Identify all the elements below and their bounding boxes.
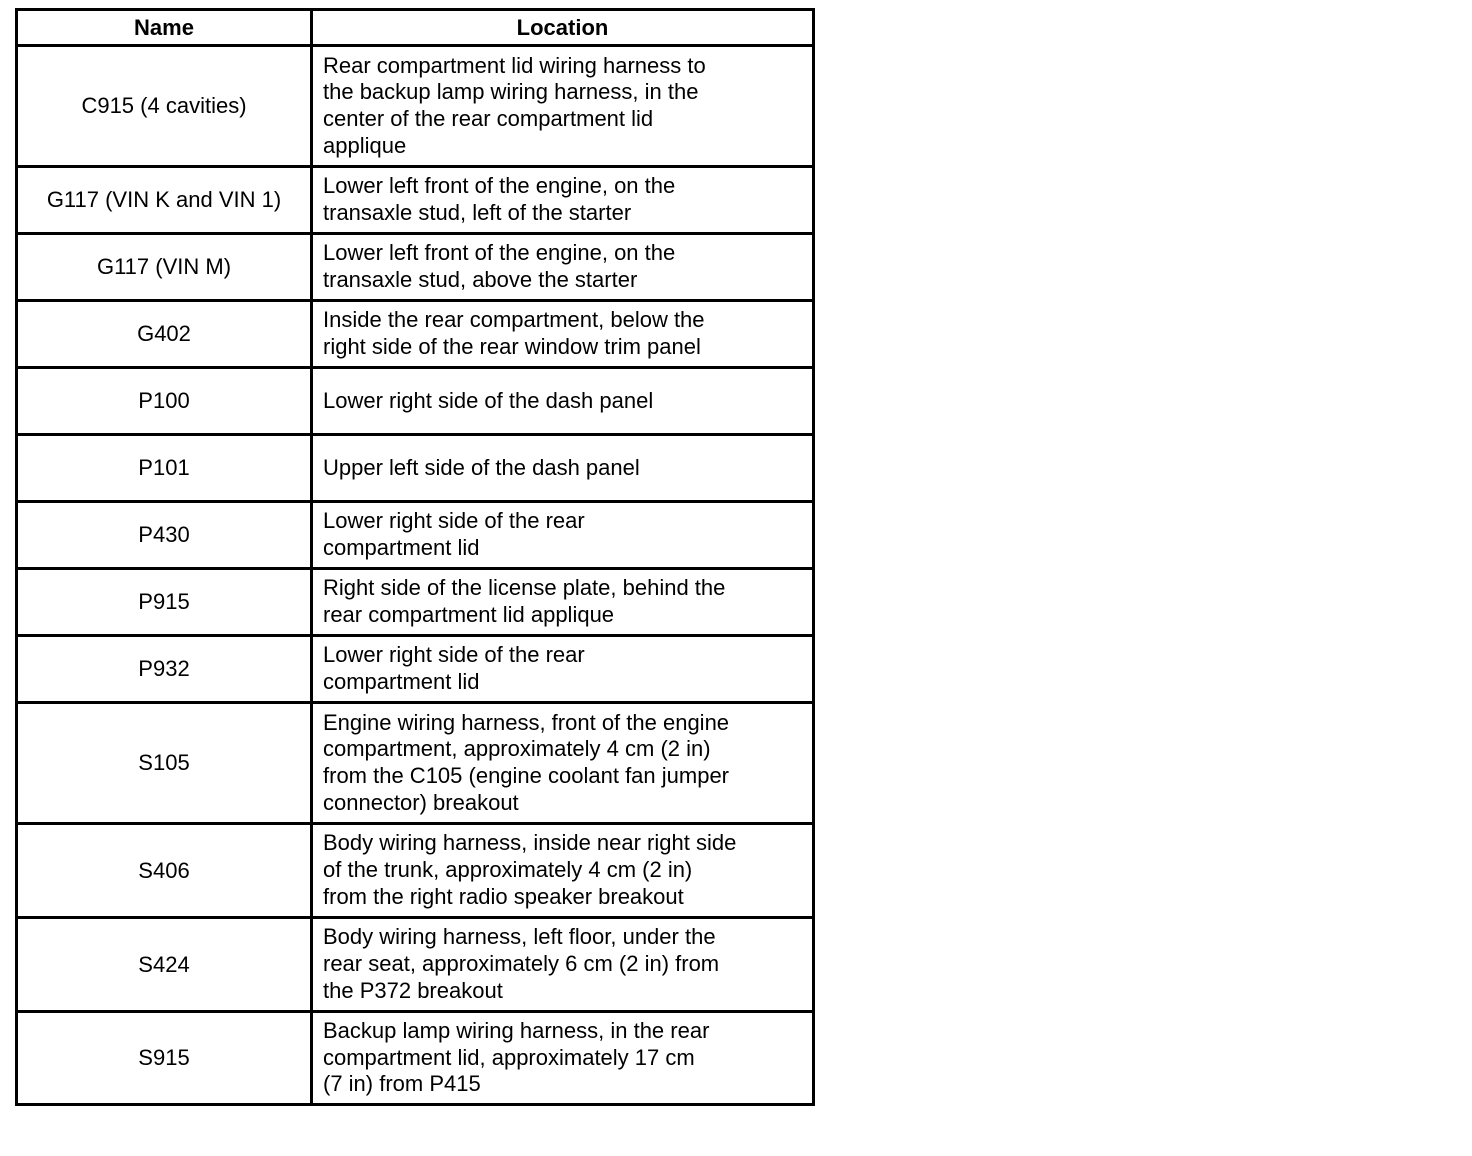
component-location: Lower left front of the engine, on the transaxle stud, left of the starter bbox=[312, 167, 814, 234]
component-name: G117 (VIN M) bbox=[17, 234, 312, 301]
component-location: Lower right side of the dash panel bbox=[312, 368, 814, 435]
component-location: Lower right side of the rear compartment lid bbox=[312, 502, 814, 569]
table-row bbox=[17, 824, 814, 918]
component-location: Engine wiring harness, front of the engine compartment, approximately 4 cm (2 in) from the C105 (engine coolant fan jumper connector) breakout bbox=[312, 703, 814, 824]
component-location-table bbox=[15, 8, 815, 1106]
component-name: S406 bbox=[17, 824, 312, 918]
component-name: P915 bbox=[17, 569, 312, 636]
location-column-header: Location bbox=[312, 10, 814, 46]
component-name: P101 bbox=[17, 435, 312, 502]
component-location: Body wiring harness, left floor, under the rear seat, approximately 6 cm (2 in) from the P372 breakout bbox=[312, 918, 814, 1012]
table-row bbox=[17, 703, 814, 824]
component-location: Backup lamp wiring harness, in the rear compartment lid, approximately 17 cm (7 in) from P415 bbox=[312, 1012, 814, 1105]
component-name: C915 (4 cavities) bbox=[17, 46, 312, 167]
component-location: Body wiring harness, inside near right side of the trunk, approximately 4 cm (2 in) from the right radio speaker breakout bbox=[312, 824, 814, 918]
table-row bbox=[17, 46, 814, 167]
component-location: Lower left front of the engine, on the transaxle stud, above the starter bbox=[312, 234, 814, 301]
component-name: P932 bbox=[17, 636, 312, 703]
component-name: P430 bbox=[17, 502, 312, 569]
component-name: S915 bbox=[17, 1012, 312, 1105]
table-row bbox=[17, 435, 814, 502]
table-row bbox=[17, 368, 814, 435]
component-location: Inside the rear compartment, below the right side of the rear window trim panel bbox=[312, 301, 814, 368]
component-name: P100 bbox=[17, 368, 312, 435]
table-row bbox=[17, 502, 814, 569]
table-header-row bbox=[17, 10, 814, 46]
table-row bbox=[17, 301, 814, 368]
table-row bbox=[17, 636, 814, 703]
component-location: Upper left side of the dash panel bbox=[312, 435, 814, 502]
component-location: Right side of the license plate, behind the rear compartment lid applique bbox=[312, 569, 814, 636]
table-row bbox=[17, 1012, 814, 1105]
name-column-header: Name bbox=[17, 10, 312, 46]
component-name: S424 bbox=[17, 918, 312, 1012]
table-row bbox=[17, 234, 814, 301]
table-row bbox=[17, 569, 814, 636]
component-location: Rear compartment lid wiring harness to the backup lamp wiring harness, in the center of the rear compartment lid applique bbox=[312, 46, 814, 167]
component-name: S105 bbox=[17, 703, 312, 824]
component-name: G117 (VIN K and VIN 1) bbox=[17, 167, 312, 234]
component-location: Lower right side of the rear compartment lid bbox=[312, 636, 814, 703]
table-row bbox=[17, 167, 814, 234]
component-name: G402 bbox=[17, 301, 312, 368]
table-row bbox=[17, 918, 814, 1012]
